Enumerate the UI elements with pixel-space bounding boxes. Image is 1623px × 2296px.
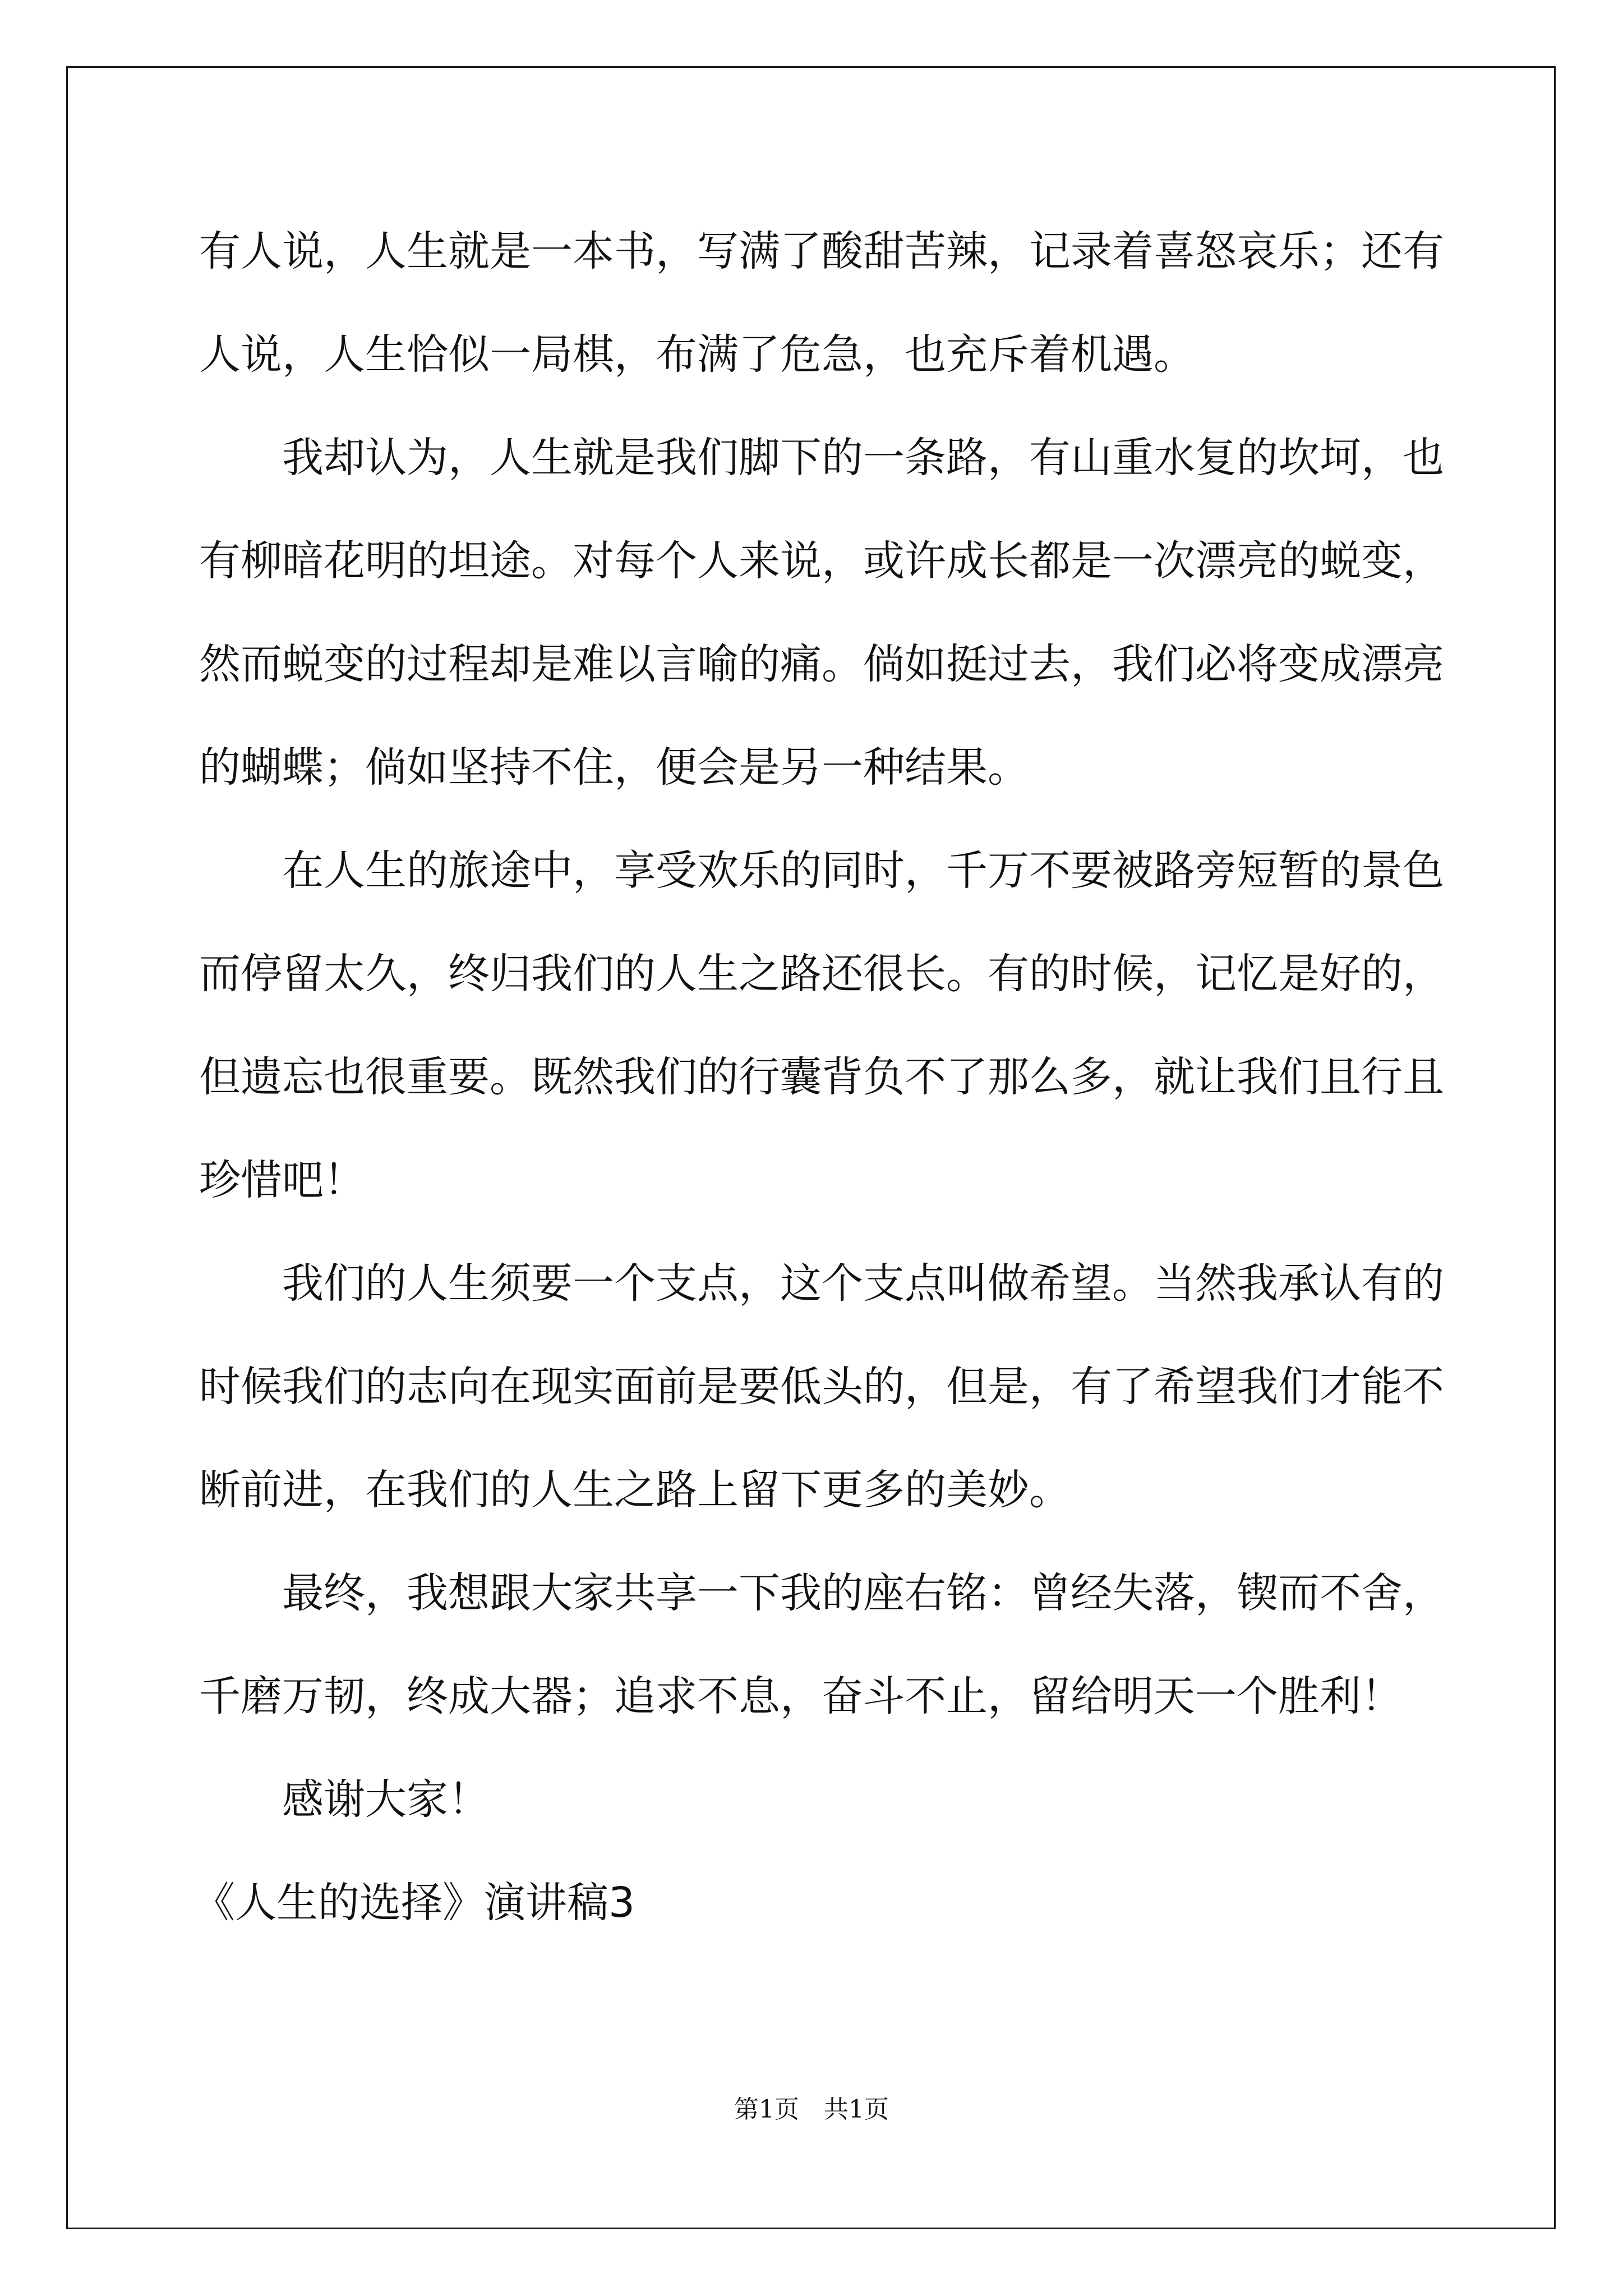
text-line: 我们的人生须要一个支点，这个支点叫做希望。当然我承认有的 <box>282 1259 1444 1308</box>
text-line: 千磨万韧，终成大器；追求不息，奋斗不止，留给明天一个胜利！ <box>199 1672 1403 1720</box>
text-line: 人说，人生恰似一局棋，布满了危急，也充斥着机遇。 <box>199 330 1195 379</box>
text-line: 有人说，人生就是一本书，写满了酸甜苦辣，记录着喜怒哀乐；还有 <box>199 227 1444 275</box>
text-line: 珍惜吧！ <box>199 1156 365 1204</box>
text-line: 我却认为，人生就是我们脚下的一条路，有山重水复的坎坷，也 <box>282 434 1444 482</box>
text-line: 然而蜕变的过程却是难以言喻的痛。倘如挺过去，我们必将变成漂亮 <box>199 640 1444 688</box>
text-line: 的蝴蝶；倘如坚持不住，便会是另一种结果。 <box>199 743 1029 792</box>
text-line: 但遗忘也很重要。既然我们的行囊背负不了那么多，就让我们且行且 <box>199 1053 1444 1101</box>
page-number: 第1页 <box>734 2095 799 2124</box>
text-line: 而停留太久，终归我们的人生之路还很长。有的时候，记忆是好的， <box>199 950 1444 998</box>
document-body <box>193 216 1444 1971</box>
text-line: 断前进，在我们的人生之路上留下更多的美妙。 <box>199 1466 1071 1514</box>
text-line: 最终，我想跟大家共享一下我的座右铭：曾经失落，锲而不舍， <box>282 1569 1444 1617</box>
section-title: 《人生的选择》演讲稿3 <box>193 1879 635 1927</box>
page-total: 共1页 <box>824 2095 889 2124</box>
text-line: 时候我们的志向在现实面前是要低头的，但是，有了希望我们才能不 <box>199 1363 1444 1411</box>
text-line: 感谢大家！ <box>282 1775 490 1824</box>
text-line: 在人生的旅途中，享受欢乐的同时，千万不要被路旁短暂的景色 <box>282 846 1444 895</box>
page-footer <box>0 2094 1623 2125</box>
text-line: 有柳暗花明的坦途。对每个人来说，或许成长都是一次漂亮的蜕变， <box>199 537 1444 585</box>
